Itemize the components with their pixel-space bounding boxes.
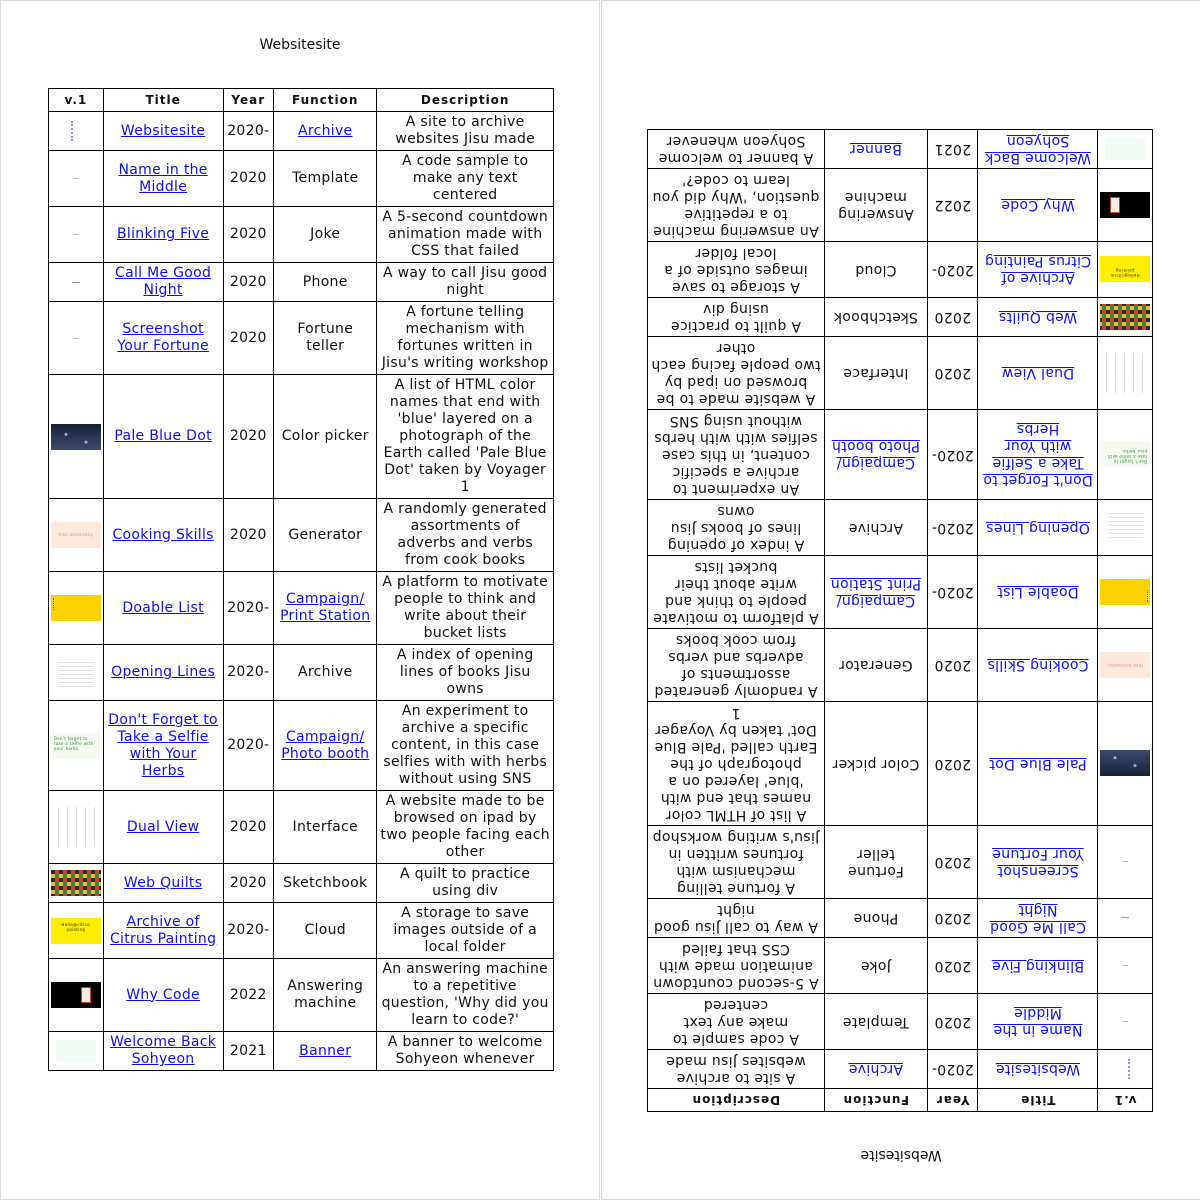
year-cell: 2020-	[927, 410, 978, 500]
function-cell: Interface	[824, 337, 927, 410]
description-cell: A code sample to make any text centered	[648, 994, 825, 1050]
year-cell: 2020	[223, 263, 274, 302]
function-cell: Fortune teller	[824, 826, 927, 899]
table-row	[49, 572, 554, 645]
function-cell: Generator	[274, 499, 377, 572]
column-header-thumb: v.1	[1098, 1089, 1153, 1112]
year-cell: 2020	[927, 337, 978, 410]
description-cell: A 5-second countdown animation made with CSS that failed	[648, 938, 825, 994]
project-title-link[interactable]: Name in the Middle	[993, 1005, 1083, 1039]
function-cell: Sketchbook	[824, 298, 927, 337]
function-cell	[274, 112, 377, 151]
welcome-preview	[56, 1040, 96, 1062]
function-cell: Answering machine	[274, 959, 377, 1032]
project-title-link[interactable]: Websitesite	[120, 122, 206, 139]
centered-text-preview	[1123, 1021, 1128, 1022]
thumbnail-cell	[1098, 130, 1153, 169]
description-cell: A website made to be browsed on ipad by two people facing each other	[377, 791, 554, 864]
year-cell: 2020-	[927, 500, 978, 556]
year-cell: 2020	[927, 298, 978, 337]
title-cell	[978, 556, 1098, 629]
project-title-link[interactable]: Welcome Back Sohyeon	[984, 133, 1091, 166]
description-cell: A storage to save images outside of a local folder	[648, 242, 825, 298]
citrus-preview: Hello@citrus painting	[1100, 257, 1150, 283]
year-cell: 2022	[223, 959, 274, 1032]
year-cell: 2021	[927, 130, 978, 169]
title-cell	[978, 169, 1098, 242]
table-row	[49, 112, 554, 151]
description-cell: A storage to save images outside of a local folder	[377, 903, 554, 959]
thumbnail-cell	[1098, 994, 1153, 1050]
table-body	[648, 130, 1153, 1089]
function-cell: Interface	[274, 791, 377, 864]
description-cell: A list of HTML color names that end with 'blue' layered on a photograph of the Earth called 'Pale Blue Dot' taken by Voyager 1	[648, 702, 825, 826]
description-cell: An experiment to archive a specific content, in this case selfies with with herbs without using SNS	[648, 410, 825, 500]
project-title-link[interactable]: Blinking Five	[991, 958, 1084, 974]
function-cell	[824, 556, 927, 629]
year-cell: 2020	[223, 207, 274, 263]
title-cell	[103, 499, 223, 572]
thumbnail-cell	[49, 903, 104, 959]
websites-table	[48, 88, 554, 1071]
year-cell: 2020-	[927, 1050, 978, 1089]
table-row	[49, 903, 554, 959]
table-row	[648, 556, 1153, 629]
table-row	[648, 130, 1153, 169]
function-link[interactable]: Campaign/ Print Station	[280, 591, 371, 624]
table-row	[49, 499, 554, 572]
description-cell: A platform to motivate people to think and write about their bucket lists	[648, 556, 825, 629]
table-row	[648, 938, 1153, 994]
function-cell: Template	[824, 994, 927, 1050]
description-cell: A fortune telling mechanism with fortunes written in Jisu's writing workshop	[648, 826, 825, 899]
title-cell	[103, 959, 223, 1032]
description-cell: A banner to welcome Sohyeon whenever	[648, 130, 825, 169]
thumbnail-cell	[49, 112, 104, 151]
title-cell	[978, 899, 1098, 938]
project-title-link[interactable]: Pale Blue Dot	[114, 428, 212, 444]
site-list-preview	[1120, 1059, 1130, 1079]
function-cell: Phone	[824, 899, 927, 938]
function-cell	[824, 130, 927, 169]
title-cell	[978, 629, 1098, 702]
year-cell: 2021	[223, 1032, 274, 1071]
table-row	[648, 410, 1153, 500]
function-cell: Joke	[274, 207, 377, 263]
project-title-link[interactable]: Screenshot Your Fortune	[117, 321, 209, 354]
project-title-link[interactable]: Doable List	[997, 584, 1079, 601]
table-row	[49, 151, 554, 207]
table-row	[49, 645, 554, 701]
function-cell: Fortune teller	[274, 302, 377, 375]
function-cell: Color picker	[824, 702, 927, 826]
project-title-link[interactable]: Cooking Skills	[112, 526, 214, 543]
table-row	[49, 1032, 554, 1071]
project-title-link[interactable]: Archive of Citrus Painting	[109, 913, 217, 947]
description-cell: A code sample to make any text centered	[377, 151, 554, 207]
project-title-link[interactable]: Dual View	[1001, 365, 1075, 382]
description-cell: A index of opening lines of books Jisu owns	[648, 500, 825, 556]
year-cell: 2020	[223, 791, 274, 864]
title-cell	[978, 242, 1098, 298]
title-cell	[978, 1050, 1098, 1089]
fortune-preview	[73, 338, 78, 339]
title-cell	[103, 207, 223, 263]
project-title-link[interactable]: Opening Lines	[111, 664, 216, 680]
description-cell: A quilt to practice using div	[377, 864, 554, 903]
description-cell: A platform to motivate people to think and write about their bucket lists	[377, 572, 554, 645]
thumbnail-cell	[1098, 629, 1153, 702]
right-browser-view-upside-down	[601, 0, 1200, 1200]
herbs-preview: Don't forget to take a selfie with your herbs.	[51, 733, 101, 759]
description-cell: A site to archive websites Jisu made	[377, 112, 554, 151]
year-cell: 2020-	[927, 242, 978, 298]
cooking-preview: hike unsteadily	[51, 522, 101, 548]
description-cell: A banner to welcome Sohyeon whenever	[377, 1032, 554, 1071]
function-link[interactable]: Campaign/ Photo booth	[281, 728, 370, 762]
year-cell: 2020-	[223, 903, 274, 959]
project-title-link[interactable]: Why Code	[126, 986, 200, 1003]
thumbnail-cell	[1098, 899, 1153, 938]
thumbnail-cell	[49, 791, 104, 864]
table-body	[49, 112, 554, 1071]
thumbnail-cell	[49, 499, 104, 572]
table-row	[49, 263, 554, 302]
fortune-preview	[1123, 862, 1128, 863]
year-cell: 2020-	[927, 556, 978, 629]
column-header-title: Title	[978, 1089, 1098, 1112]
function-link[interactable]: Archive	[848, 1061, 904, 1078]
table-row	[49, 701, 554, 791]
title-cell	[978, 994, 1098, 1050]
year-cell: 2020	[927, 702, 978, 826]
year-cell: 2020-	[223, 701, 274, 791]
project-title-link[interactable]: Call Me Good Night	[115, 265, 212, 298]
project-title-link[interactable]: Doable List	[122, 599, 204, 616]
year-cell: 2022	[927, 169, 978, 242]
title-cell	[103, 903, 223, 959]
dual-view-preview	[1103, 353, 1147, 393]
table-row	[49, 959, 554, 1032]
description-cell: An answering machine to a repetitive question, 'Why did you learn to code?'	[648, 169, 825, 242]
table-header-row	[49, 89, 554, 112]
centered-text-preview	[73, 178, 78, 179]
thumbnail-cell	[49, 864, 104, 903]
description-cell: An answering machine to a repetitive question, 'Why did you learn to code?'	[377, 959, 554, 1032]
title-cell	[103, 375, 223, 499]
description-cell: A index of opening lines of books Jisu owns	[377, 645, 554, 701]
project-title-link[interactable]: Websitesite	[995, 1061, 1081, 1078]
description-cell: A list of HTML color names that end with 'blue' layered on a photograph of the Earth called 'Pale Blue Dot' taken by Voyager 1	[377, 375, 554, 499]
year-cell: 2020	[927, 826, 978, 899]
year-cell: 2020	[927, 994, 978, 1050]
column-header-year: Year	[927, 1089, 978, 1112]
title-cell	[103, 112, 223, 151]
phone-preview	[1121, 918, 1129, 919]
lines-preview	[1107, 514, 1143, 542]
column-header-title: Title	[103, 89, 223, 112]
thumbnail-cell	[49, 207, 104, 263]
countdown-preview	[1123, 965, 1128, 966]
project-title-link[interactable]: Web Quilts	[998, 309, 1078, 326]
column-header-year: Year	[223, 89, 274, 112]
title-cell	[978, 410, 1098, 500]
title-cell	[103, 701, 223, 791]
project-title-link[interactable]: Dual View	[126, 818, 200, 835]
table-row	[648, 826, 1153, 899]
project-title-link[interactable]: Name in the Middle	[118, 161, 208, 195]
description-cell: A website made to be browsed on ipad by two people facing each other	[648, 337, 825, 410]
dual-view-preview	[54, 807, 98, 847]
title-cell	[103, 791, 223, 864]
thumbnail-cell	[49, 701, 104, 791]
year-cell: 2020	[223, 375, 274, 499]
herbs-preview: Don't forget to take a selfie with your herbs.	[1100, 442, 1150, 468]
project-title-link[interactable]: Call Me Good Night	[989, 902, 1086, 935]
table-row	[648, 169, 1153, 242]
project-title-link[interactable]: Opening Lines	[985, 520, 1090, 536]
function-cell	[274, 701, 377, 791]
table-row	[49, 791, 554, 864]
function-link[interactable]: Banner	[299, 1042, 352, 1059]
thumbnail-cell	[1098, 556, 1153, 629]
thumbnail-cell	[49, 959, 104, 1032]
title-cell	[103, 1032, 223, 1071]
thumbnail-cell	[1098, 410, 1153, 500]
welcome-preview	[1105, 138, 1145, 160]
title-cell	[103, 151, 223, 207]
cooking-preview: hike unsteadily	[1100, 652, 1150, 678]
function-cell: Joke	[824, 938, 927, 994]
description-cell: A 5-second countdown animation made with CSS that failed	[377, 207, 554, 263]
yellow-list-preview	[1100, 579, 1150, 605]
description-cell: A quilt to practice using div	[648, 298, 825, 337]
function-cell: Sketchbook	[274, 864, 377, 903]
function-cell	[274, 1032, 377, 1071]
table-row	[49, 302, 554, 375]
table-row	[648, 298, 1153, 337]
title-cell	[978, 702, 1098, 826]
year-cell: 2020	[223, 151, 274, 207]
citrus-preview: Hello@citrus painting	[51, 918, 101, 944]
function-cell: Archive	[274, 645, 377, 701]
title-cell	[978, 826, 1098, 899]
year-cell: 2020	[223, 864, 274, 903]
space-photo-preview	[51, 424, 101, 450]
countdown-preview	[73, 234, 78, 235]
flipped-page	[602, 1, 1200, 1199]
title-cell	[978, 298, 1098, 337]
thumbnail-cell	[49, 1032, 104, 1071]
table-row	[648, 994, 1153, 1050]
function-cell	[824, 1050, 927, 1089]
table-header-row	[648, 1089, 1153, 1112]
project-title-link[interactable]: Screenshot Your Fortune	[992, 846, 1084, 879]
title-cell	[103, 572, 223, 645]
table-row	[49, 207, 554, 263]
thumbnail-cell	[49, 263, 104, 302]
table-row	[648, 242, 1153, 298]
function-cell: Generator	[824, 629, 927, 702]
table-row	[648, 337, 1153, 410]
page-title: Websitesite	[259, 37, 341, 53]
year-cell: 2020	[223, 302, 274, 375]
title-cell	[103, 302, 223, 375]
table-row	[648, 500, 1153, 556]
column-header-function: Function	[274, 89, 377, 112]
thumbnail-cell	[49, 151, 104, 207]
websites-table-flipped	[647, 129, 1153, 1112]
title-cell	[978, 938, 1098, 994]
project-title-link[interactable]: Don't Forget to Take a Selfie with Your Herbs	[108, 711, 218, 779]
function-cell	[824, 410, 927, 500]
function-cell: Answering machine	[824, 169, 927, 242]
description-cell: A randomly generated assortments of adverbs and verbs from cook books	[377, 499, 554, 572]
project-title-link[interactable]: Archive of Citrus Painting	[984, 253, 1092, 287]
description-cell: A randomly generated assortments of adverbs and verbs from cook books	[648, 629, 825, 702]
year-cell: 2020	[927, 938, 978, 994]
thumbnail-cell	[1098, 337, 1153, 410]
function-link[interactable]: Banner	[849, 141, 902, 158]
year-cell: 2020-	[223, 572, 274, 645]
function-link[interactable]: Campaign/ Photo booth	[831, 438, 920, 472]
thumbnail-cell	[1098, 500, 1153, 556]
column-header-function: Function	[824, 1089, 927, 1112]
table-row	[648, 899, 1153, 938]
project-title-link[interactable]: Cooking Skills	[987, 657, 1089, 674]
thumbnail-cell	[49, 572, 104, 645]
description-cell: A way to call Jisu good night	[648, 899, 825, 938]
function-cell: Color picker	[274, 375, 377, 499]
thumbnail-cell	[49, 645, 104, 701]
table-row	[648, 1050, 1153, 1089]
space-photo-preview	[1100, 751, 1150, 777]
why-code-preview	[1100, 192, 1150, 218]
title-cell	[103, 864, 223, 903]
thumbnail-cell	[1098, 298, 1153, 337]
description-cell: A site to archive websites Jisu made	[648, 1050, 825, 1089]
project-title-link[interactable]: Don't Forget to Take a Selfie with Your Herbs	[983, 421, 1093, 489]
table-row	[49, 864, 554, 903]
description-cell: An experiment to archive a specific content, in this case selfies with with herbs without using SNS	[377, 701, 554, 791]
title-cell	[978, 337, 1098, 410]
column-header-description: Description	[377, 89, 554, 112]
yellow-list-preview	[51, 595, 101, 621]
site-list-preview	[71, 121, 81, 141]
project-title-link[interactable]: Blinking Five	[117, 226, 210, 242]
thumbnail-cell	[1098, 938, 1153, 994]
thumbnail-cell	[49, 375, 104, 499]
quilt-preview	[51, 870, 101, 896]
function-link[interactable]: Campaign/ Print Station	[830, 576, 921, 609]
table-row	[49, 375, 554, 499]
year-cell: 2020	[927, 629, 978, 702]
function-cell: Phone	[274, 263, 377, 302]
thumbnail-cell	[1098, 1050, 1153, 1089]
function-cell: Cloud	[824, 242, 927, 298]
column-header-description: Description	[648, 1089, 825, 1112]
year-cell: 2020	[927, 899, 978, 938]
project-title-link[interactable]: Pale Blue Dot	[989, 756, 1087, 772]
lines-preview	[58, 659, 94, 687]
title-cell	[978, 130, 1098, 169]
project-title-link[interactable]: Welcome Back Sohyeon	[110, 1034, 217, 1067]
why-code-preview	[51, 982, 101, 1008]
thumbnail-cell	[49, 302, 104, 375]
thumbnail-cell	[1098, 242, 1153, 298]
description-cell: A way to call Jisu good night	[377, 263, 554, 302]
title-cell	[103, 263, 223, 302]
function-cell	[274, 572, 377, 645]
quilt-preview	[1100, 304, 1150, 330]
year-cell: 2020-	[223, 645, 274, 701]
year-cell: 2020-	[223, 112, 274, 151]
function-cell: Archive	[824, 500, 927, 556]
thumbnail-cell	[1098, 826, 1153, 899]
function-cell: Cloud	[274, 903, 377, 959]
thumbnail-cell	[1098, 702, 1153, 826]
page-title-flipped: Websitesite	[860, 1147, 942, 1163]
phone-preview	[72, 282, 80, 283]
project-title-link[interactable]: Web Quilts	[123, 874, 203, 891]
thumbnail-cell	[1098, 169, 1153, 242]
title-cell	[103, 645, 223, 701]
function-link[interactable]: Archive	[297, 122, 353, 139]
table-row	[648, 702, 1153, 826]
function-cell: Template	[274, 151, 377, 207]
table-row	[648, 629, 1153, 702]
project-title-link[interactable]: Why Code	[1001, 197, 1075, 214]
description-cell: A fortune telling mechanism with fortunes written in Jisu's writing workshop	[377, 302, 554, 375]
title-cell	[978, 500, 1098, 556]
year-cell: 2020	[223, 499, 274, 572]
column-header-thumb: v.1	[49, 89, 104, 112]
